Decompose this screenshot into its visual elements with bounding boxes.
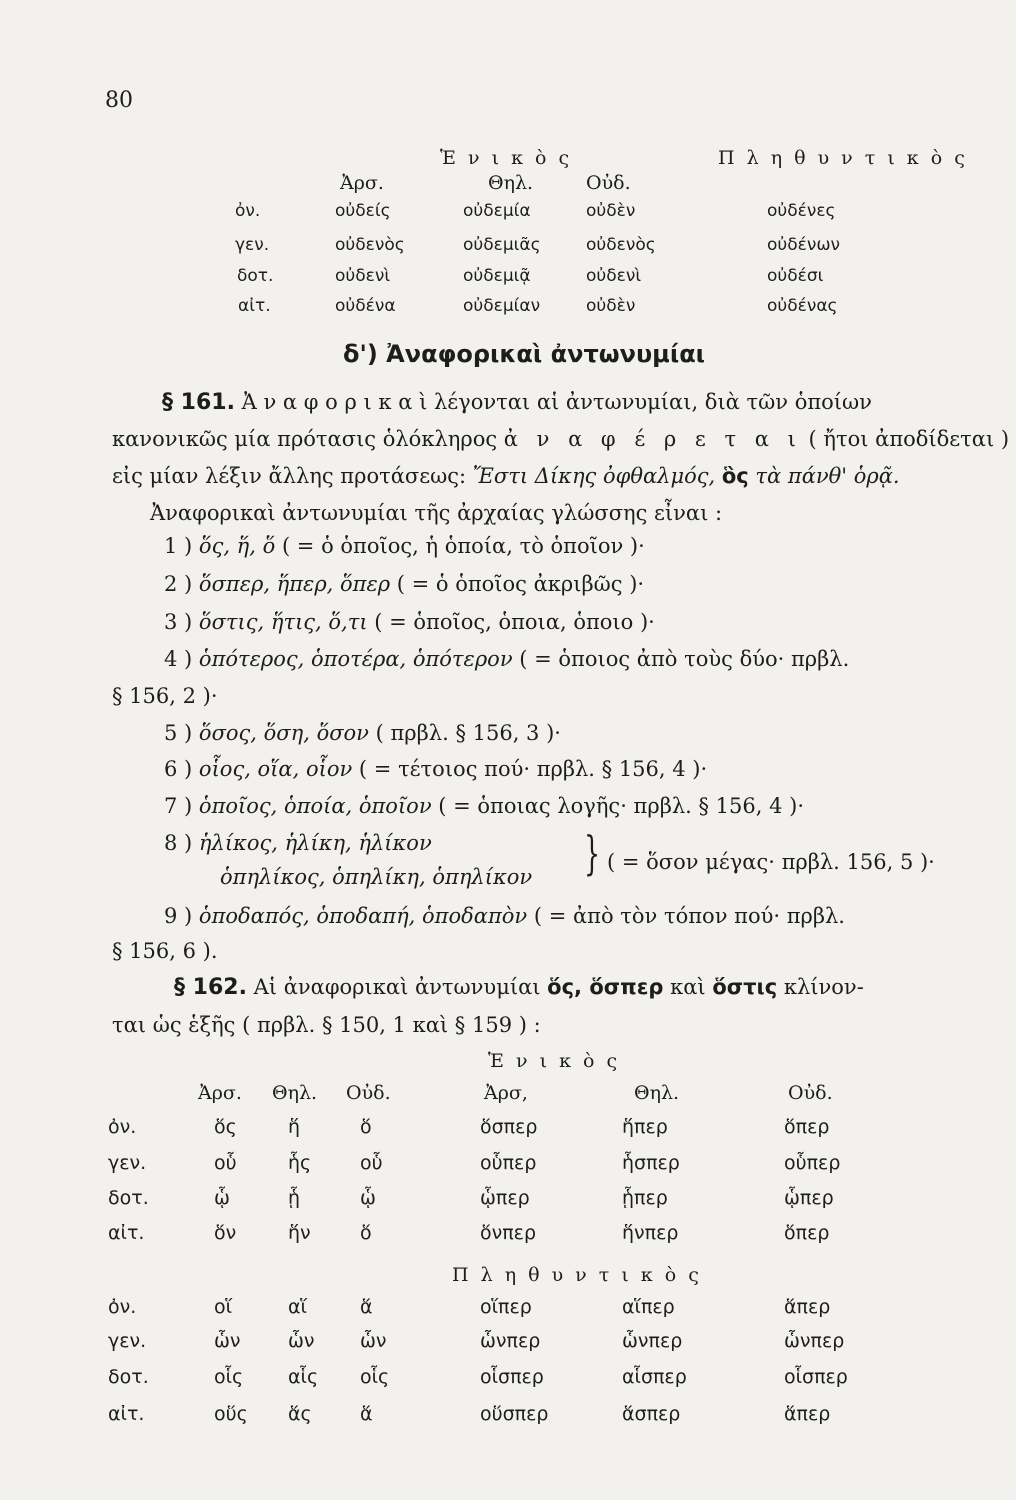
case-label: αἰτ.: [108, 1222, 145, 1244]
list-item: [164, 647, 849, 671]
table-cell: ἅ: [360, 1403, 373, 1425]
text: Αἱ ἀναφορικαὶ ἀντωνυμίαι: [246, 975, 548, 999]
sec162-line2: ται ὡς ἑξῆς ( πρβλ. § 150, 1 καὶ § 159 ) :: [112, 1013, 541, 1037]
case-label: δοτ.: [108, 1187, 149, 1209]
brace-glyph: }: [584, 826, 601, 880]
table-cell: οἷς: [214, 1366, 244, 1388]
item-number: 2 ): [164, 572, 193, 596]
table-cell: αἵπερ: [622, 1296, 675, 1318]
table-cell: ἥ: [288, 1116, 301, 1138]
item-gloss: ( πρβλ. § 156, 3 )·: [368, 721, 561, 745]
section-number: § 162.: [174, 975, 247, 1000]
section-number: § 161.: [162, 390, 235, 415]
gender-neut: Οὐδ.: [586, 172, 631, 194]
item-forms: ὅς, ἥ, ὅ: [198, 534, 276, 558]
item-number: 3 ): [164, 610, 193, 634]
table-cell: ᾧ: [360, 1187, 376, 1209]
list-item: [164, 794, 804, 818]
plural-header: Π λ η θ υ ν τ ι κ ὸ ς: [718, 147, 968, 169]
item-gloss: ( = ὁποιος ἀπὸ τοὺς δύο· πρβλ.: [512, 647, 850, 671]
text: κλίνον-: [777, 975, 864, 999]
table-cell: ὅσπερ: [480, 1116, 538, 1138]
case-label: γεν.: [235, 235, 270, 255]
table-cell: οὐδένες: [767, 201, 836, 221]
table-cell: ᾧπερ: [784, 1187, 834, 1209]
table-cell: οὐδενὸς: [586, 235, 656, 255]
gender-header: Ἀρσ,: [484, 1082, 528, 1104]
list-item: [164, 831, 432, 855]
table-cell: ὅ: [360, 1222, 372, 1244]
table-cell: οἷσπερ: [784, 1366, 848, 1388]
item-gloss: ( = ἀπὸ τὸν τόπον πού· πρβλ.: [527, 904, 845, 928]
page-number: 80: [105, 88, 133, 113]
gender-header: Οὐδ.: [788, 1082, 833, 1104]
gender-header: Οὐδ.: [346, 1082, 391, 1104]
item-forms: ἡλίκος, ἡλίκη, ἡλίκον: [198, 831, 432, 855]
table-cell: οἷς: [360, 1366, 390, 1388]
list-item: [164, 757, 707, 781]
table-cell: οὗπερ: [784, 1152, 841, 1174]
table-cell: ὧνπερ: [480, 1330, 541, 1352]
section-162: [112, 975, 972, 1045]
case-label: ὀν.: [235, 201, 261, 221]
gender-header: Ἀρσ.: [198, 1082, 242, 1104]
table-cell: ὧνπερ: [622, 1330, 683, 1352]
item-number: 6 ): [164, 757, 193, 781]
table-cell: οἵ: [214, 1296, 233, 1318]
item-number: 7 ): [164, 794, 193, 818]
gender-masc: Ἀρσ.: [340, 172, 384, 194]
table-cell: ᾧπερ: [480, 1187, 530, 1209]
case-label: ὀν.: [108, 1296, 137, 1318]
table-cell: αἵ: [288, 1296, 307, 1318]
list-item: [164, 721, 561, 745]
table-cell: ὧν: [360, 1330, 387, 1352]
pronoun-list: [112, 534, 972, 963]
table-cell: οἷσπερ: [480, 1366, 544, 1388]
case-label: γεν.: [108, 1330, 147, 1352]
table-cell: ἧς: [288, 1152, 312, 1174]
item-forms: ὁποῖος, ὁποία, ὁποῖον: [198, 794, 432, 818]
table-cell: οὐδεμιᾶς: [463, 235, 541, 255]
list-item-continuation: § 156, 2 )·: [112, 684, 218, 708]
table-cell: ᾧ: [214, 1187, 230, 1209]
table-cell: ὅπερ: [784, 1116, 830, 1138]
table-cell: οὐδείς: [335, 201, 391, 221]
item-number: 5 ): [164, 721, 193, 745]
text: κανονικῶς μία πρότασις ὁλόκληρος: [112, 427, 504, 451]
item-number: 4 ): [164, 647, 193, 671]
quote: τὰ πάνθ' ὁρᾷ.: [748, 464, 900, 488]
table-cell: ἅς: [288, 1403, 312, 1425]
item-number: 8 ): [164, 831, 193, 855]
table-cell: οὐδενὶ: [586, 266, 642, 286]
item-forms: ὅσπερ, ἥπερ, ὅπερ: [198, 572, 391, 596]
table-cell: ὧν: [288, 1330, 315, 1352]
table-cell: ἅ: [360, 1296, 373, 1318]
table-cell: ἅπερ: [784, 1403, 831, 1425]
plural-header: Π λ η θ υ ν τ ι κ ὸ ς: [452, 1264, 702, 1286]
list-item: [164, 572, 644, 596]
section-161: [112, 390, 1010, 550]
text: καὶ: [663, 975, 713, 999]
singular-header: Ἑ ν ι κ ὸ ς: [440, 147, 573, 169]
table-cell: οὐδενὸς: [335, 235, 405, 255]
item-forms: ὅσος, ὅση, ὅσον: [198, 721, 369, 745]
item-forms: ὁποδαπός, ὁποδαπή, ὁποδαπὸν: [198, 904, 528, 928]
table-cell: οἵπερ: [480, 1296, 532, 1318]
sec161-line1: [162, 390, 872, 415]
table-cell: οὗ: [214, 1152, 237, 1174]
table-cell: ὅ: [360, 1116, 372, 1138]
table-cell: ὅνπερ: [480, 1222, 537, 1244]
spaced-term: ἀ ν α φ έ ρ ε τ α ι: [503, 427, 802, 451]
table-cell: ὅς: [214, 1116, 237, 1138]
table-cell: ᾗ: [288, 1187, 301, 1209]
table-cell: ὧν: [214, 1330, 241, 1352]
list-item-forms-2: [220, 865, 532, 889]
case-label: ὀν.: [108, 1116, 137, 1138]
table-cell: ἥν: [288, 1222, 311, 1244]
sec161-line4: Ἀναφορικαὶ ἀντωνυμίαι τῆς ἀρχαίας γλώσσης εἶναι :: [150, 501, 723, 525]
text: λέγονται αἱ ἀντωνυμίαι, διὰ τῶν ὁποίων: [427, 390, 872, 414]
sec161-line3: [112, 464, 900, 488]
item-gloss: ( = ὅσον μέγας· πρβλ. 156, 5 )·: [607, 850, 935, 874]
table-cell: οὗ: [360, 1152, 383, 1174]
item-forms: ὁπηλίκος, ὁπηλίκη, ὁπηλίκον: [220, 865, 533, 889]
table-cell: ὧνπερ: [784, 1330, 845, 1352]
table-cell: οὐδένων: [767, 235, 841, 255]
text: ( ἤτοι ἀποδίδεται ): [801, 427, 1010, 451]
table-cell: ἧσπερ: [622, 1152, 680, 1174]
item-gloss: ( = ὁ ὁποῖος, ἡ ὁποία, τὸ ὁποῖον )·: [275, 534, 645, 558]
list-item: [164, 904, 845, 928]
item-gloss: ( = τέτοιος πού· πρβλ. § 156, 4 )·: [352, 757, 708, 781]
table-cell: ἥνπερ: [622, 1222, 679, 1244]
table-cell: οὐδεμιᾷ: [463, 266, 531, 286]
item-forms: οἷος, οἵα, οἷον: [198, 757, 353, 781]
table-cell: ἅπερ: [784, 1296, 831, 1318]
table-cell: οὗπερ: [480, 1152, 537, 1174]
table-cell: οὐδεμία: [463, 201, 531, 221]
section-heading: δ') Ἀναφορικαὶ ἀντωνυμίαι: [343, 340, 706, 368]
table-cell: οὐδεμίαν: [463, 296, 541, 316]
gender-header: Θηλ.: [634, 1082, 680, 1104]
table-cell: ἅσπερ: [622, 1403, 681, 1425]
list-item-continuation: § 156, 6 ).: [112, 939, 218, 963]
bold-term: ὅστις: [712, 975, 778, 999]
gender-header: Θηλ.: [272, 1082, 318, 1104]
case-label: δοτ.: [237, 266, 274, 286]
table-cell: οὕς: [214, 1403, 248, 1425]
case-label: γεν.: [108, 1152, 147, 1174]
table-cell: οὐδὲν: [586, 201, 636, 221]
case-label: αἰτ.: [238, 296, 271, 316]
table-cell: ὅν: [214, 1222, 237, 1244]
item-number: 9 ): [164, 904, 193, 928]
bold-term: ὅς, ὅσπερ: [547, 975, 664, 999]
table-cell: οὐδένα: [335, 296, 396, 316]
list-item: [164, 610, 655, 634]
item-gloss: ( = ὁποῖος, ὁποια, ὁποιο )·: [367, 610, 655, 634]
table-cell: αἷσπερ: [622, 1366, 687, 1388]
list-item: [164, 534, 645, 558]
table-cell: ᾗπερ: [622, 1187, 668, 1209]
defined-term: Ἀ ν α φ ο ρ ι κ α ὶ: [241, 390, 428, 414]
item-forms: ὁπότερος, ὁποτέρα, ὁπότερον: [198, 647, 513, 671]
table-cell: ἥπερ: [622, 1116, 668, 1138]
quote-bold: ὃς: [721, 464, 749, 488]
sec161-line2: [112, 427, 1009, 451]
text: εἰς μίαν λέξιν ἄλλης προτάσεως:: [112, 464, 473, 488]
table-cell: οὐδενὶ: [335, 266, 391, 286]
case-label: αἰτ.: [108, 1403, 145, 1425]
case-label: δοτ.: [108, 1366, 149, 1388]
table-cell: οὕσπερ: [480, 1403, 549, 1425]
item-forms: ὅστις, ἥτις, ὅ,τι: [198, 610, 368, 634]
table-cell: οὐδέσι: [767, 266, 824, 286]
table-cell: οὐδὲν: [586, 296, 636, 316]
gender-fem: Θηλ.: [488, 172, 534, 194]
item-gloss: ( = ὁποιας λογῆς· πρβλ. § 156, 4 )·: [431, 794, 805, 818]
singular-header: Ἑ ν ι κ ὸ ς: [488, 1050, 621, 1072]
table-cell: οὐδένας: [767, 296, 838, 316]
table-cell: αἷς: [288, 1366, 319, 1388]
quote: Ἔστι Δίκης ὀφθαλμός,: [472, 464, 722, 488]
table-cell: ὅπερ: [784, 1222, 830, 1244]
item-gloss: ( = ὁ ὁποῖος ἀκριβῶς )·: [390, 572, 645, 596]
sec162-line1: [174, 975, 864, 1000]
item-number: 1 ): [164, 534, 193, 558]
